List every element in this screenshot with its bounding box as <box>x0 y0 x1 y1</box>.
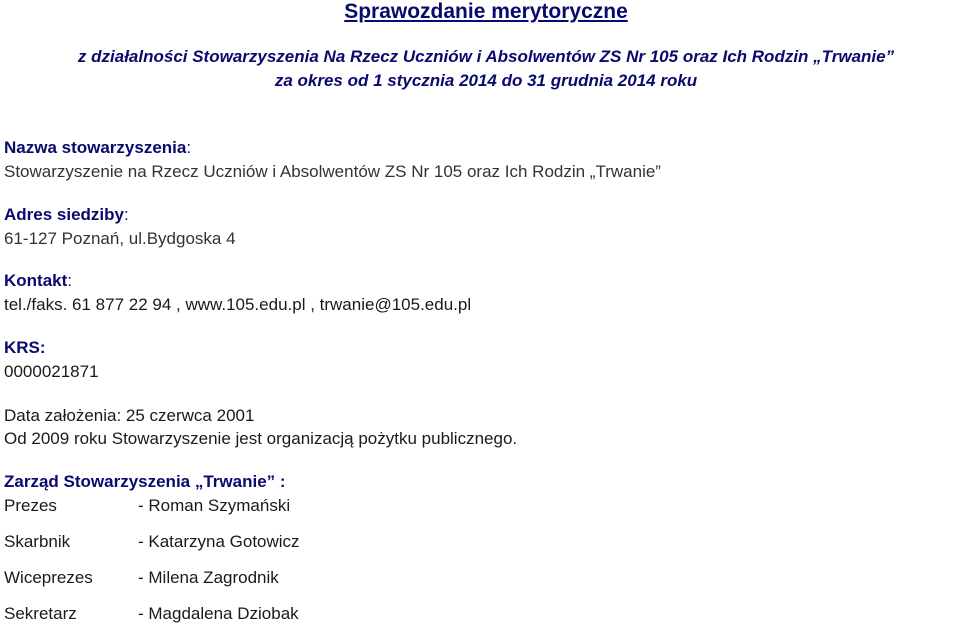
board-name-prezes: - Roman Szymański <box>138 496 291 515</box>
name-label <box>4 138 191 158</box>
board-name-sekretarz: - Magdalena Dziobak <box>138 604 299 623</box>
founded-date: Data założenia: 25 czerwca 2001 <box>4 406 255 425</box>
name-label-text: Nazwa stowarzyszenia <box>4 138 187 157</box>
address-label <box>4 205 129 225</box>
opp-status: Od 2009 roku Stowarzyszenie jest organizacją pożytku publicznego. <box>4 429 518 448</box>
contact-label <box>4 271 72 291</box>
contact-value: tel./faks. 61 877 22 94 , www.105.edu.pl , trwanie@105.edu.pl <box>4 295 472 314</box>
document-subtitle-line2: za okres od 1 stycznia 2014 do 31 grudnia 2014 roku <box>274 71 698 90</box>
krs-value: 0000021871 <box>4 362 99 381</box>
board-role-skarbnik: Skarbnik <box>4 532 71 551</box>
address-label-text: Adres siedziby <box>4 205 124 224</box>
board-role-wiceprezes: Wiceprezes <box>4 568 93 587</box>
board-name-wiceprezes: - Milena Zagrodnik <box>138 568 279 587</box>
board-heading: Zarząd Stowarzyszenia „Trwanie” : <box>4 472 286 491</box>
address-value: 61-127 Poznań, ul.Bydgoska 4 <box>4 229 236 248</box>
board-role-prezes: Prezes <box>4 496 57 515</box>
krs-label: KRS: <box>4 338 46 357</box>
name-label-colon: : <box>186 138 192 157</box>
name-value: Stowarzyszenie na Rzecz Uczniów i Absolwentów ZS Nr 105 oraz Ich Rodzin „Trwanie” <box>4 162 661 181</box>
contact-label-colon: : <box>67 271 73 290</box>
board-name-skarbnik: - Katarzyna Gotowicz <box>138 532 300 551</box>
address-label-colon: : <box>124 205 129 224</box>
contact-label-text: Kontakt <box>4 271 68 290</box>
board-role-sekretarz: Sekretarz <box>4 604 77 623</box>
document-subtitle-line1: z działalności Stowarzyszenia Na Rzecz Uczniów i Absolwentów ZS Nr 105 oraz Ich Rodzin „Trwanie” <box>77 47 895 66</box>
document-title: Sprawozdanie merytoryczne <box>344 0 628 23</box>
